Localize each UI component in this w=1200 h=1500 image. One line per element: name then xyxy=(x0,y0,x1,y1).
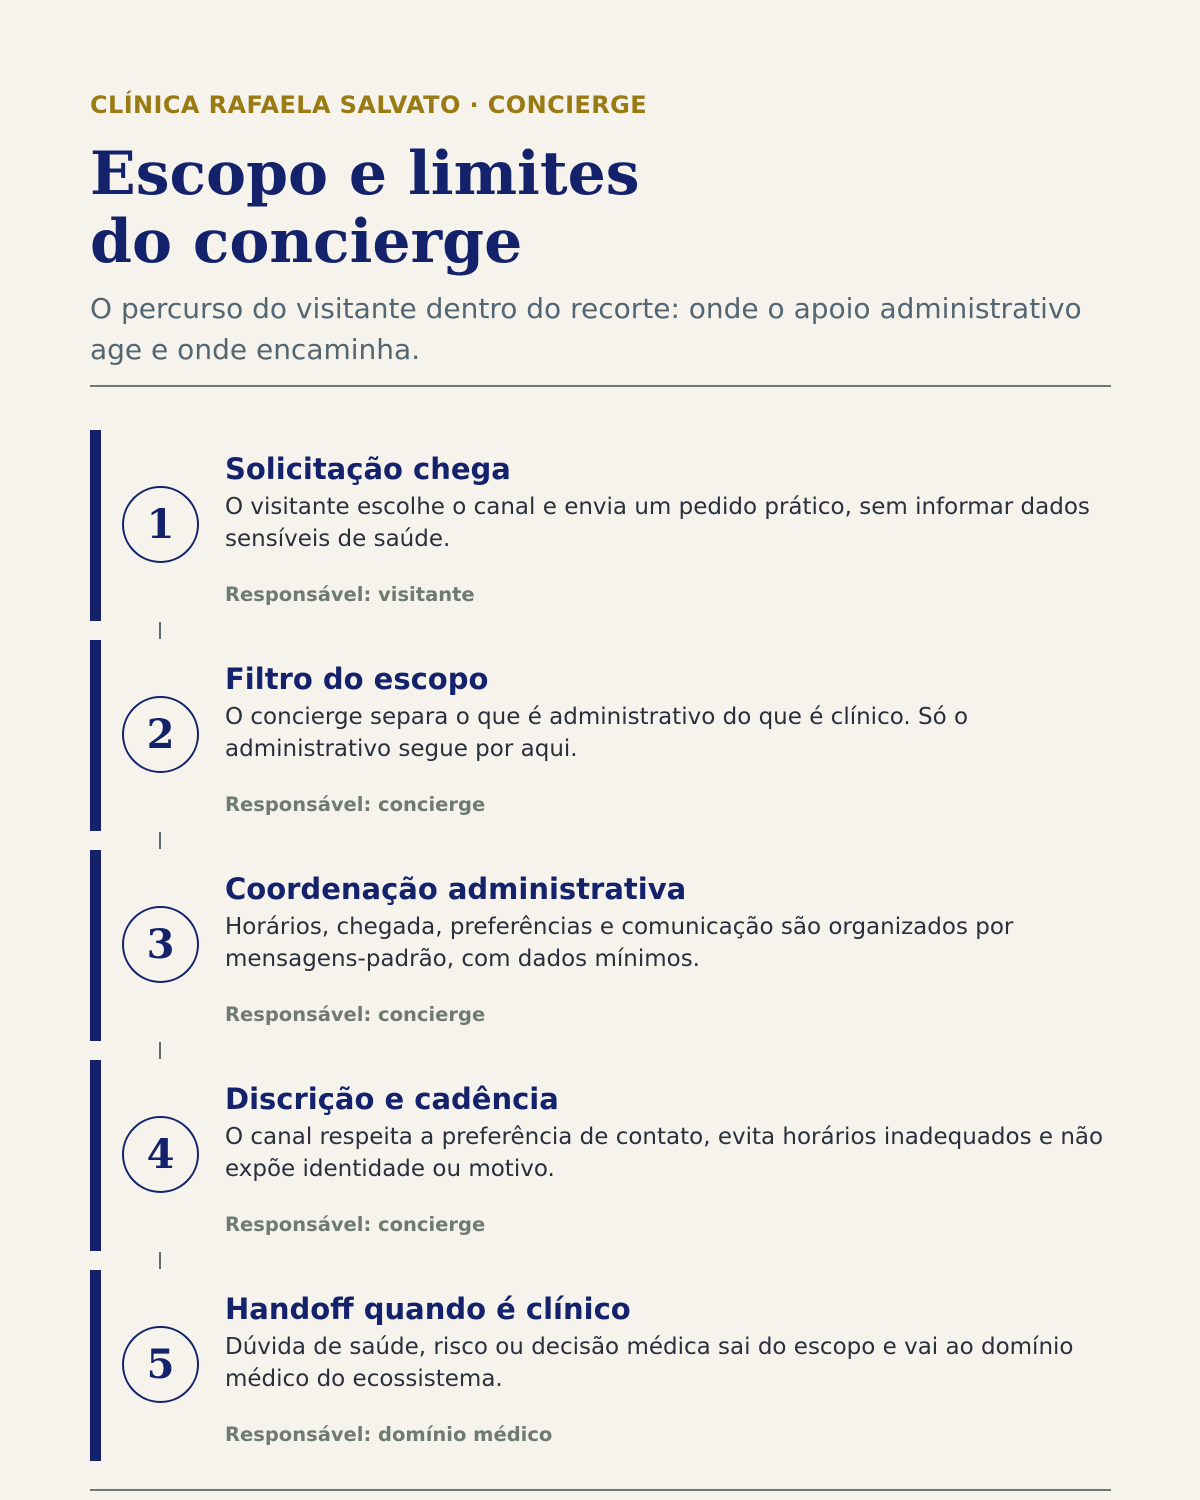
step-3 xyxy=(90,850,1111,1041)
step-5-accent-bar xyxy=(90,1270,101,1461)
connector-4-5 xyxy=(159,1252,161,1269)
page-title-line-1: Escopo e limites xyxy=(90,139,640,209)
step-5-title: Handoff quando é clínico xyxy=(225,1292,631,1326)
page-title xyxy=(90,140,990,276)
step-1-owner: Responsável: visitante xyxy=(225,583,475,606)
step-4-title: Discrição e cadência xyxy=(225,1082,559,1116)
step-3-number-badge: 3 xyxy=(122,906,199,983)
step-2-title: Filtro do escopo xyxy=(225,662,489,696)
step-5-description: Dúvida de saúde, risco ou decisão médica sai do escopo e vai ao domínio médico do ecossistema. xyxy=(225,1334,1074,1392)
connector-3-4 xyxy=(159,1042,161,1059)
step-4-accent-bar xyxy=(90,1060,101,1251)
step-1-accent-bar xyxy=(90,430,101,621)
bottom-divider xyxy=(90,1489,1111,1491)
connector-2-3 xyxy=(159,832,161,849)
step-2-owner: Responsável: concierge xyxy=(225,793,486,816)
step-5-owner: Responsável: domínio médico xyxy=(225,1423,553,1446)
step-2-description: O concierge separa o que é administrativo do que é clínico. Só o administrativo segue por aqui. xyxy=(225,704,969,762)
step-1-number-badge: 1 xyxy=(122,486,199,563)
step-4-number-badge: 4 xyxy=(122,1116,199,1193)
step-4 xyxy=(90,1060,1111,1251)
brand-eyebrow: CLÍNICA RAFAELA SALVATO · CONCIERGE xyxy=(90,91,647,119)
step-2-accent-bar xyxy=(90,640,101,831)
step-1 xyxy=(90,430,1111,621)
top-divider xyxy=(90,385,1111,387)
step-5 xyxy=(90,1270,1111,1461)
step-5-number-badge: 5 xyxy=(122,1326,199,1403)
step-3-description: Horários, chegada, preferências e comunicação são organizados por mensagens-padrão, com dados mínimos. xyxy=(225,914,1014,972)
connector-1-2 xyxy=(159,622,161,639)
step-3-accent-bar xyxy=(90,850,101,1041)
step-1-description: O visitante escolhe o canal e envia um pedido prático, sem informar dados sensíveis de saúde. xyxy=(225,494,1090,552)
step-1-title: Solicitação chega xyxy=(225,452,511,486)
step-4-description: O canal respeita a preferência de contato, evita horários inadequados e não expõe identidade ou motivo. xyxy=(225,1124,1104,1182)
step-2 xyxy=(90,640,1111,831)
step-4-owner: Responsável: concierge xyxy=(225,1213,486,1236)
step-3-title: Coordenação administrativa xyxy=(225,872,687,906)
step-3-owner: Responsável: concierge xyxy=(225,1003,486,1026)
page-title-line-2: do concierge xyxy=(90,207,523,277)
step-2-number-badge: 2 xyxy=(122,696,199,773)
page-subtitle: O percurso do visitante dentro do recorte: onde o apoio administrativo age e onde encaminha. xyxy=(90,292,1082,366)
